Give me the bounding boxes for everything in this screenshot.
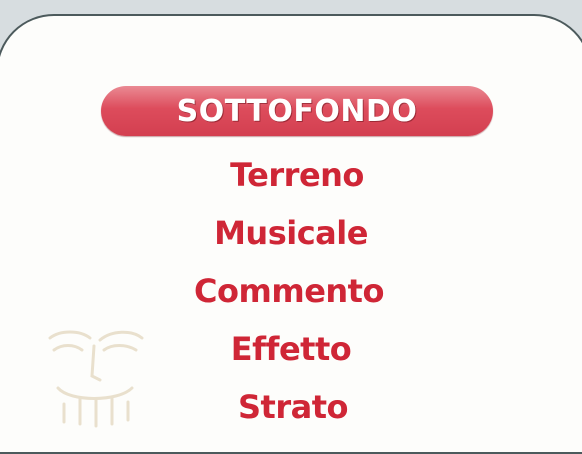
- term-item: Effetto: [230, 330, 352, 368]
- theatre-mask-icon: [40, 318, 150, 430]
- term-item: Terreno: [230, 156, 364, 194]
- term-item: Strato: [238, 388, 348, 426]
- banner-title: SOTTOFONDO: [176, 93, 418, 129]
- term-item: Musicale: [214, 214, 368, 252]
- category-banner: [101, 86, 493, 136]
- term-item: Commento: [194, 272, 384, 310]
